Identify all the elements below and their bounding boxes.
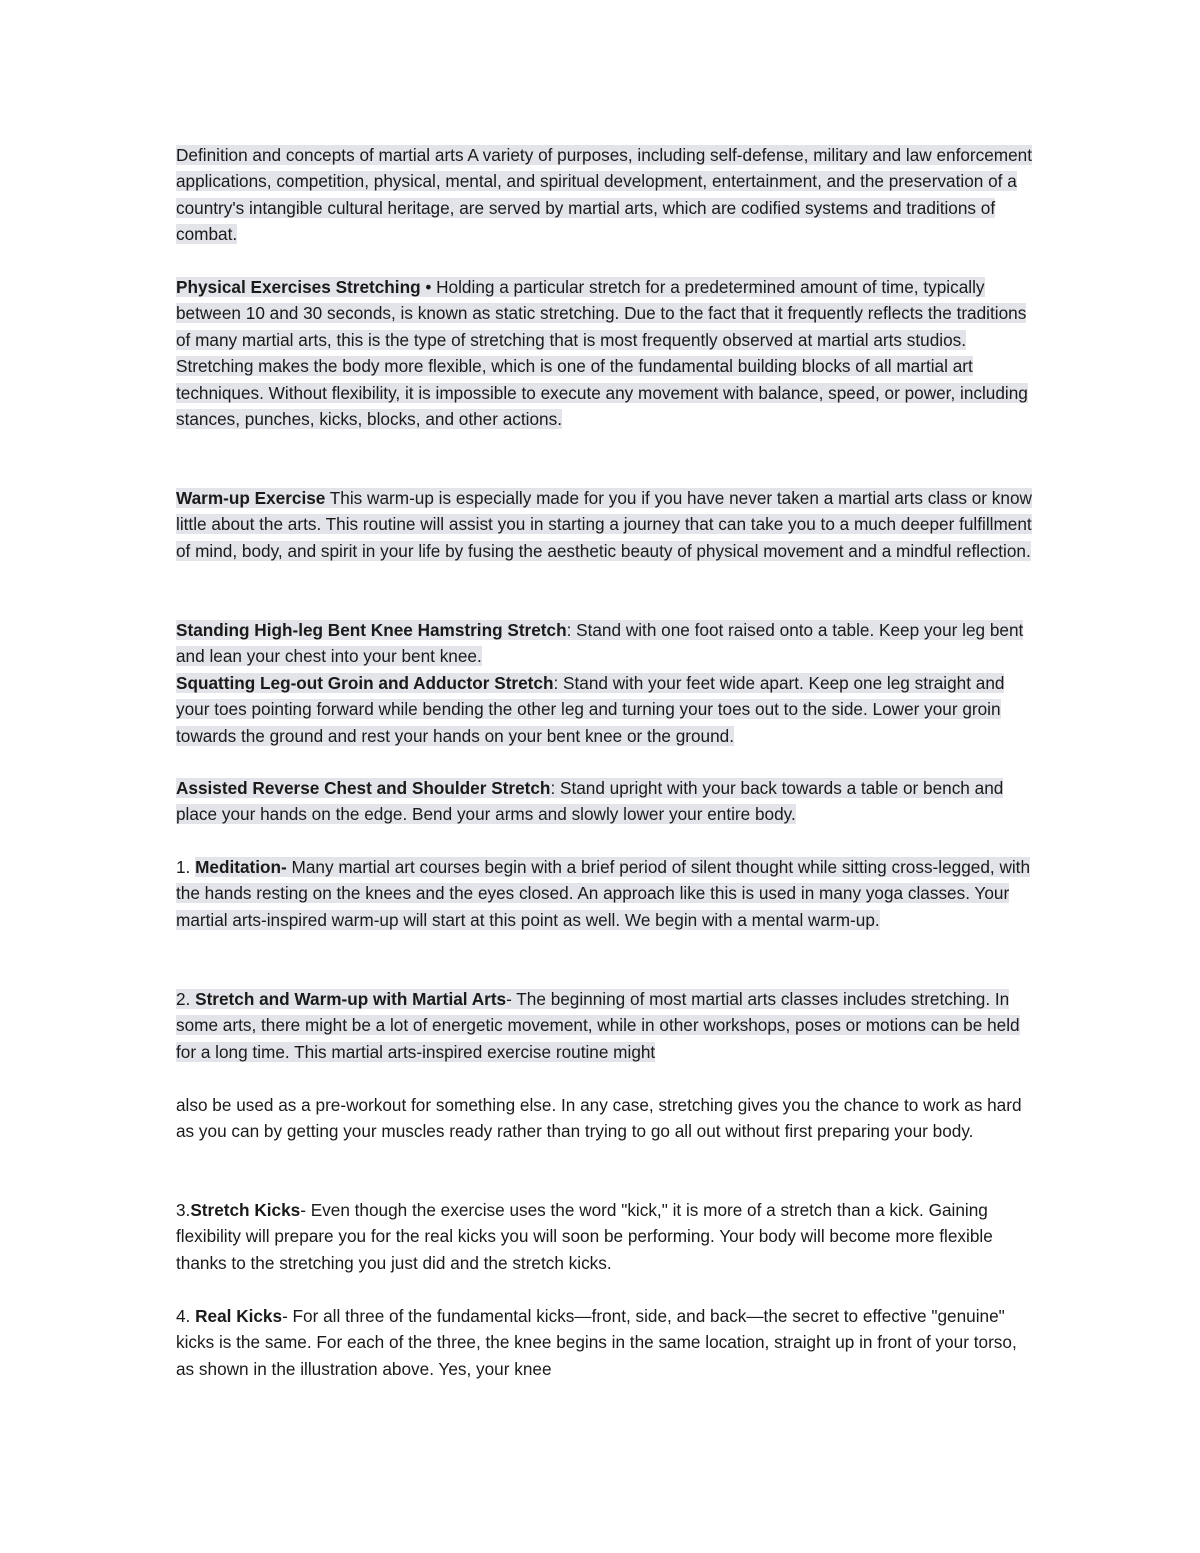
continuation-text: also be used as a pre-workout for something else. In any case, stretching gives you the chance to work as hard as you can by getting your muscles ready rather than trying to go all out without first preparing your body. bbox=[176, 1095, 1022, 1142]
warmup-text: This warm-up is especially made for you if you have never taken a martial arts class or know little about the arts. This routine will assist you in starting a journey that can take you to a much deeper fulfillment of mind, body, and spirit in your life by fusing the aesthetic beauty of physical movement and a mindful reflection. bbox=[176, 488, 1032, 561]
paragraph-warmup bbox=[176, 485, 1036, 564]
definition-text: Definition and concepts of martial arts A variety of purposes, including self-defense, military and law enforcement applications, competition, physical, mental, and spiritual development, entertainment, and the preservation of a country's intangible cultural heritage, are served by martial arts, which are codified systems and traditions of combat. bbox=[176, 145, 1032, 245]
paragraph-chest-stretch bbox=[176, 775, 1036, 828]
stretch-warmup-text: - The beginning of most martial arts classes includes stretching. In some arts, there might be a lot of energetic movement, while in other workshops, poses or motions can be held for a long time. This martial arts-inspired exercise routine might bbox=[176, 989, 1020, 1062]
real-kicks-number: 4. bbox=[176, 1306, 196, 1326]
paragraph-stretch-kicks bbox=[176, 1197, 1036, 1276]
groin-heading: Squatting Leg-out Groin and Adductor Stretch bbox=[176, 673, 554, 693]
paragraph-real-kicks bbox=[176, 1303, 1036, 1382]
groin-text: : Stand with your feet wide apart. Keep one leg straight and your toes pointing forward while bending the other leg and turning your toes out to the side. Lower your groin towards the ground and rest your hands on your bent knee or the ground. bbox=[176, 673, 1005, 746]
stretch-kicks-text: - Even though the exercise uses the word "kick," it is more of a stretch than a kick. Gaining flexibility will prepare you for the real kicks you will soon be performing. Your body will become more flexible thanks to the stretching you just did and the stretch kicks. bbox=[176, 1200, 993, 1273]
paragraph-continuation bbox=[176, 1092, 1036, 1145]
paragraph-definition bbox=[176, 142, 1036, 248]
meditation-number: 1. bbox=[176, 857, 196, 877]
chest-text: : Stand upright with your back towards a table or bench and place your hands on the edge. Bend your arms and slowly lower your entire body. bbox=[176, 778, 1004, 825]
paragraph-hamstring-stretch bbox=[176, 617, 1036, 670]
real-kicks-text: - For all three of the fundamental kicks—front, side, and back—the secret to effective "genuine" kicks is the same. For each of the three, the knee begins in the same location, straight up in front of your torso, as shown in the illustration above. Yes, your knee bbox=[176, 1306, 1017, 1379]
paragraph-groin-stretch bbox=[176, 670, 1036, 749]
meditation-heading: Meditation- bbox=[195, 857, 287, 877]
stretch-kicks-number: 3. bbox=[176, 1200, 191, 1220]
paragraph-stretch-warmup bbox=[176, 986, 1036, 1065]
physical-text: • Holding a particular stretch for a predetermined amount of time, typically between 10 and 30 seconds, is known as static stretching. Due to the fact that it frequently reflects the traditions of many martial arts, this is the type of stretching that is most frequently observed at martial arts studios. Stretching makes the body more flexible, which is one of the fundamental building blocks of all martial art techniques. Without flexibility, it is impossible to execute any movement with balance, speed, or power, including stances, punches, kicks, blocks, and other actions. bbox=[176, 277, 1028, 430]
paragraph-physical-exercises bbox=[176, 274, 1036, 432]
physical-heading: Physical Exercises Stretching bbox=[176, 277, 421, 297]
stretch-warmup-number: 2. bbox=[176, 989, 196, 1009]
paragraph-meditation bbox=[176, 854, 1036, 933]
meditation-text: Many martial art courses begin with a brief period of silent thought while sitting cross-legged, with the hands resting on the knees and the eyes closed. An approach like this is used in many yoga classes. Your martial arts-inspired warm-up will start at this point as well. We begin with a mental warm-up. bbox=[176, 857, 1031, 930]
chest-heading: Assisted Reverse Chest and Shoulder Stretch bbox=[176, 778, 551, 798]
hamstring-text: : Stand with one foot raised onto a table. Keep your leg bent and lean your chest into your bent knee. bbox=[176, 620, 1024, 667]
hamstring-heading: Standing High-leg Bent Knee Hamstring Stretch bbox=[176, 620, 567, 640]
real-kicks-heading: Real Kicks bbox=[195, 1306, 283, 1326]
warmup-heading: Warm-up Exercise bbox=[176, 488, 326, 508]
stretch-kicks-heading: Stretch Kicks bbox=[190, 1200, 301, 1220]
stretch-warmup-heading: Stretch and Warm-up with Martial Arts bbox=[195, 989, 507, 1009]
